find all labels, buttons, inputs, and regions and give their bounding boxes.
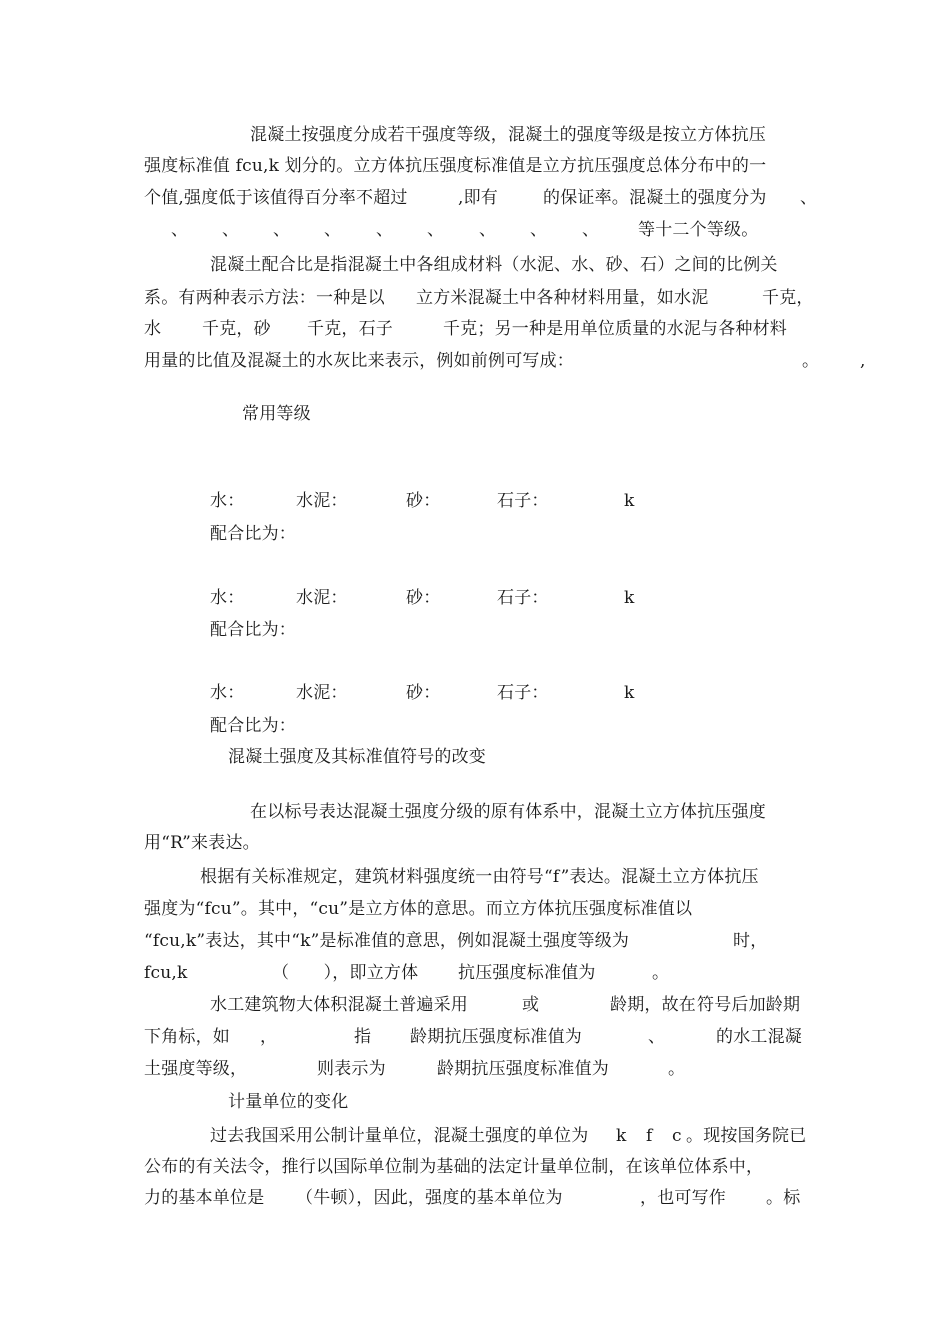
mix-unit: k <box>624 491 635 511</box>
p5-line2c: 指 <box>354 1027 372 1047</box>
p4-line4c: 抗压强度标准值为 <box>458 963 596 983</box>
p2-line3b: 千克，砂 <box>202 319 271 339</box>
mix-unit: k <box>624 683 635 703</box>
p5-line3c: 龄期抗压强度标准值为 <box>437 1059 609 1079</box>
p1-line4-comma: 、 <box>171 220 189 240</box>
p1-line3c: 的保证率。混凝土的强度分为 <box>543 188 767 208</box>
mix-ratio-label: 配合比为： <box>210 620 296 640</box>
p3-line2: 用“R”来表达。 <box>144 833 260 853</box>
p2-line4c: , <box>860 351 866 371</box>
mix-ratio-label: 配合比为： <box>210 524 296 544</box>
mix-stone-label: 石子： <box>497 491 549 511</box>
p5-line3a: 土强度等级， <box>144 1059 248 1079</box>
p5-line2f: 的水工混凝 <box>716 1027 802 1047</box>
p1-line3d: 、 <box>800 188 818 208</box>
p6-line3d: 。标 <box>766 1188 801 1208</box>
p2-line3d: 千克；另一种是用单位质量的水泥与各种材料 <box>443 319 787 339</box>
p5-line1c: 龄期，故在 <box>610 995 696 1015</box>
p2-line2b: 立方米混凝土中各种材料用量，如水泥 <box>416 288 709 308</box>
p2-line1: 混凝土配合比是指混凝土中各组成材料（水泥、水、砂、石）之间的比例关 <box>210 255 778 275</box>
p1-line4-comma: 、 <box>427 220 445 240</box>
p6-line1d: c <box>672 1126 682 1146</box>
mix-stone-label: 石子： <box>497 588 549 608</box>
p1-line4-comma: 、 <box>376 220 394 240</box>
p1-line4-comma: 、 <box>324 220 342 240</box>
p4-line2: 强度为“fcu”。其中，“cu”是立方体的意思。而立方体抗压强度标准值以 <box>144 899 693 919</box>
p2-line4b: 。 <box>802 351 820 371</box>
p1-line4-comma: 、 <box>530 220 548 240</box>
p5-line2b: ， <box>260 1027 278 1047</box>
mix-water-label: 水： <box>210 588 245 608</box>
p2-line2a: 系。有两种表示方法：一种是以 <box>144 288 385 308</box>
p1-line4-comma: 、 <box>273 220 291 240</box>
p4-line3a: “fcu,k”表达，其中“k”是标准值的意思，例如混凝土强度等级为 <box>144 931 630 951</box>
p1-line4-comma: 、 <box>582 220 600 240</box>
p4-line1: 根据有关标准规定，建筑材料强度统一由符号“f”表达。混凝土立方体抗压 <box>200 867 759 887</box>
section-heading: 计量单位的变化 <box>228 1092 349 1112</box>
p5-line2a: 下角标，如 <box>144 1027 230 1047</box>
p6-line3c: ，也可写作 <box>640 1188 726 1208</box>
p6-line2: 公布的有关法令，推行以国际单位制为基础的法定计量单位制，在该单位体系中， <box>144 1157 764 1177</box>
mix-ratio-label: 配合比为： <box>210 716 296 736</box>
section-heading: 混凝土强度及其标准值符号的改变 <box>228 747 486 767</box>
mix-cement-label: 水泥： <box>296 491 348 511</box>
p2-line3c: 千克，石子 <box>307 319 393 339</box>
p5-line2e: 、 <box>648 1027 666 1047</box>
p6-line1a: 过去我国采用公制计量单位，混凝土强度的单位为 <box>210 1126 589 1146</box>
p6-line3a: 力的基本单位是 <box>144 1188 265 1208</box>
p2-line2c: 千克， <box>762 288 814 308</box>
p1-line3a: 个值,强度低于该值得百分率不超过 <box>144 188 408 208</box>
mix-stone-label: 石子： <box>497 683 549 703</box>
p5-line3b: 则表示为 <box>317 1059 386 1079</box>
mix-sand-label: 砂： <box>406 683 441 703</box>
p4-line4d: 。 <box>652 963 670 983</box>
p6-line1e: 。现按国务院已 <box>686 1126 807 1146</box>
p5-line1a: 水工建筑物大体积混凝土普遍采用 <box>210 995 468 1015</box>
p1-line4-end: 等十二个等级。 <box>638 220 759 240</box>
p4-line4a: fcu,k <box>144 963 188 983</box>
p6-line1c: f <box>646 1126 653 1146</box>
mix-sand-label: 砂： <box>406 491 441 511</box>
p1-line1: 混凝土按强度分成若干强度等级，混凝土的强度等级是按立方体抗压 <box>250 125 766 145</box>
p1-line2: 强度标准值 fcu,k 划分的。立方体抗压强度标准值是立方抗压强度总体分布中的一 <box>144 156 767 176</box>
mix-cement-label: 水泥： <box>296 588 348 608</box>
p5-line2d: 龄期抗压强度标准值为 <box>410 1027 582 1047</box>
mix-cement-label: 水泥： <box>296 683 348 703</box>
p6-line3b: （牛顿），因此，强度的基本单位为 <box>296 1188 563 1208</box>
p5-line3d: 。 <box>668 1059 686 1079</box>
p2-line4a: 用量的比值及混凝土的水灰比来表示，例如前例可写成： <box>144 351 574 371</box>
p2-line3a: 水 <box>144 319 162 339</box>
mix-water-label: 水： <box>210 491 245 511</box>
p1-line3b: ,即有 <box>458 188 499 208</box>
mix-water-label: 水： <box>210 683 245 703</box>
p1-line4-comma: 、 <box>479 220 497 240</box>
common-grade-label: 常用等级 <box>242 404 311 424</box>
mix-unit: k <box>624 588 635 608</box>
p1-line4-comma: 、 <box>222 220 240 240</box>
p4-line4b: （ ），即立方体 <box>272 963 419 983</box>
p5-line1d: 符号后加龄期 <box>697 995 801 1015</box>
p4-line3b: 时， <box>733 931 768 951</box>
p3-line1: 在以标号表达混凝土强度分级的原有体系中，混凝土立方体抗压强度 <box>250 802 766 822</box>
p6-line1b: k <box>616 1126 627 1146</box>
p5-line1b: 或 <box>522 995 540 1015</box>
mix-sand-label: 砂： <box>406 588 441 608</box>
